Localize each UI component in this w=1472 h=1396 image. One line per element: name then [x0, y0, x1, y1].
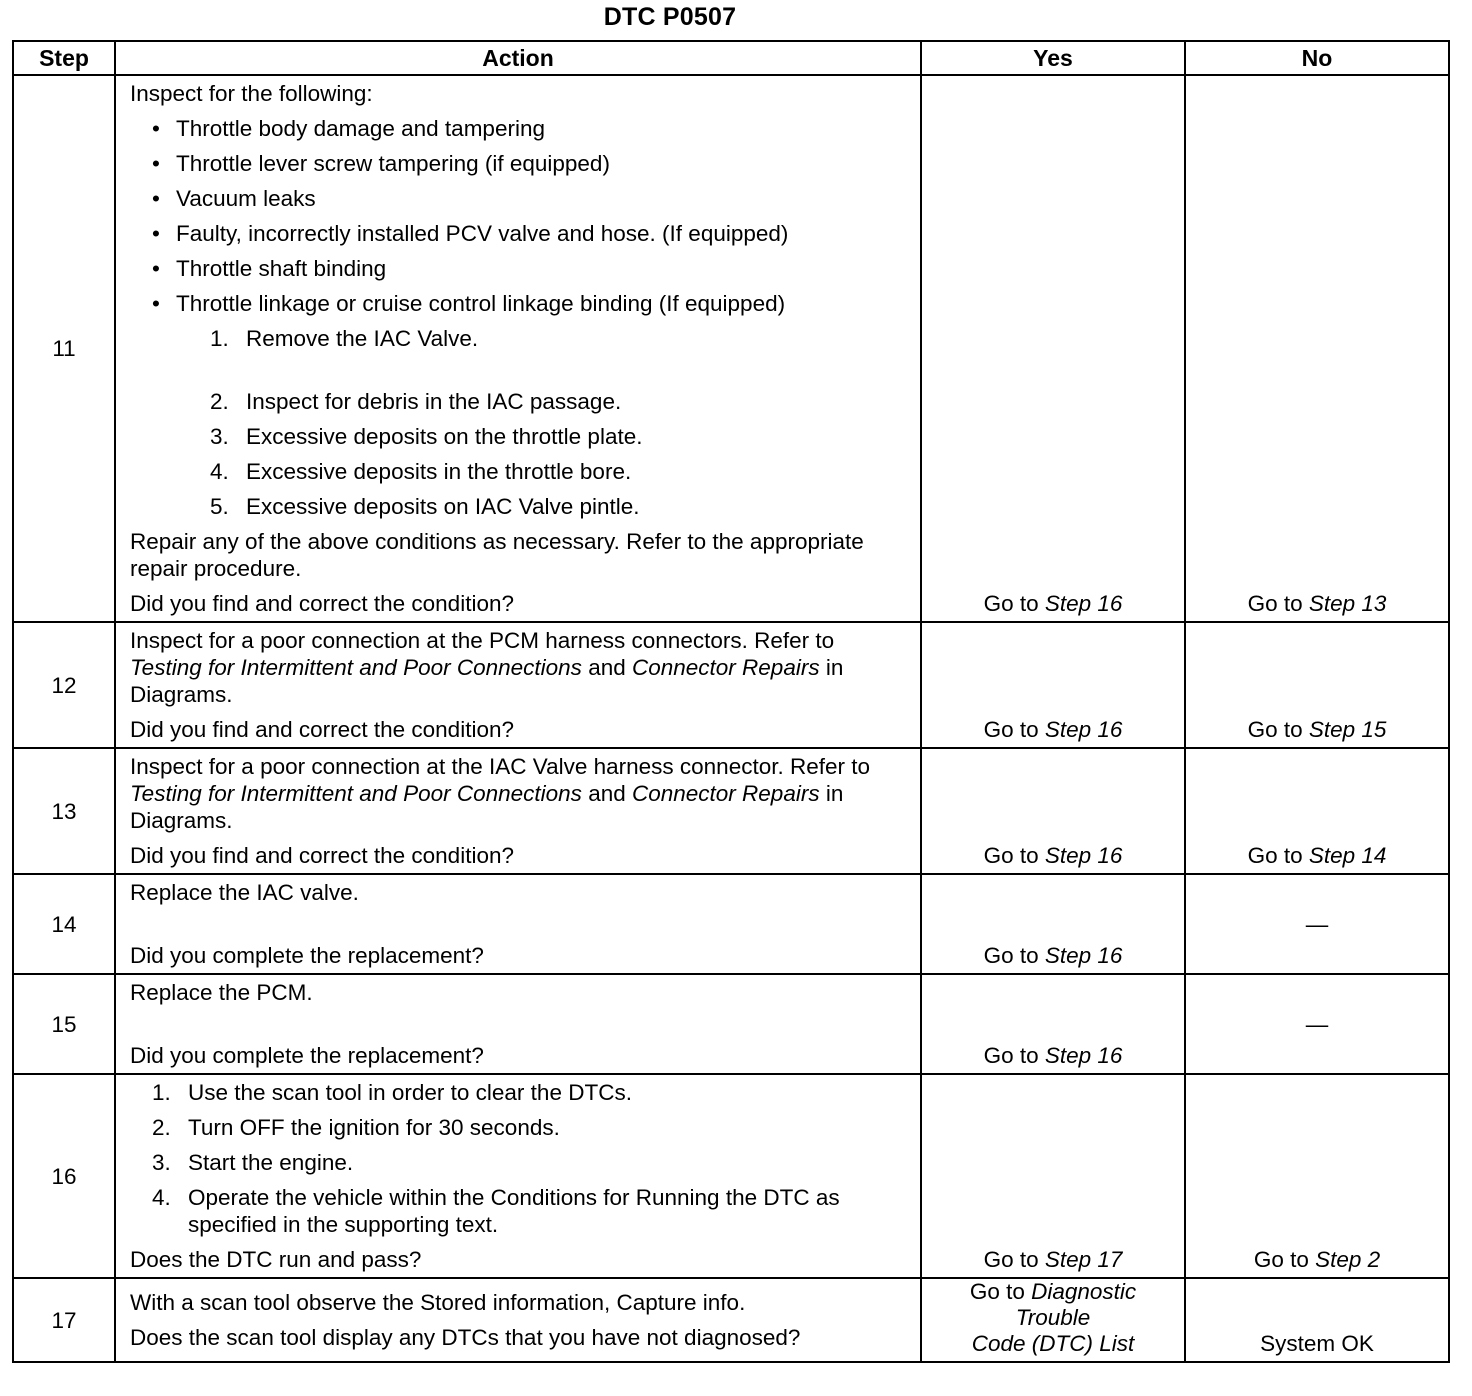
- yes-cell: Go to Diagnostic Trouble Code (DTC) List: [921, 1278, 1185, 1362]
- action-cell: [115, 974, 921, 1074]
- step-reference: Step 15: [1308, 717, 1387, 742]
- step-reference: Step 2: [1315, 1247, 1381, 1272]
- numbered-step: 1. Use the scan tool in order to clear the DTCs.: [152, 1080, 632, 1105]
- question-text: Did you find and correct the condition?: [130, 591, 514, 616]
- action-cell: [115, 748, 921, 874]
- question-text: Did you complete the replacement?: [130, 943, 484, 968]
- yes-cell: Go to Step 16: [921, 75, 1185, 622]
- step-number: 14: [13, 874, 115, 974]
- step-number: 12: [13, 622, 115, 748]
- header-step: Step: [13, 41, 115, 75]
- no-cell: Go to Step 14: [1185, 748, 1449, 874]
- action-cell: [115, 874, 921, 974]
- numbered-step: 5. Excessive deposits on IAC Valve pintle.: [210, 494, 640, 519]
- action-text: With a scan tool observe the Stored information, Capture info.: [130, 1290, 746, 1315]
- action-cell: [115, 1278, 921, 1362]
- header-action: Action: [115, 41, 921, 75]
- action-intro: Inspect for the following:: [130, 81, 373, 106]
- action-cell: [115, 75, 921, 622]
- table-row-step-17: [13, 1278, 1449, 1362]
- step-number: 11: [13, 75, 115, 622]
- no-cell: Go to Step 2: [1185, 1074, 1449, 1278]
- step-reference: Step 16: [1044, 843, 1123, 868]
- no-cell: —: [1185, 874, 1449, 974]
- step-reference: Step 13: [1308, 591, 1387, 616]
- yes-cell: Go to Step 16: [921, 974, 1185, 1074]
- yes-cell: Go to Step 16: [921, 748, 1185, 874]
- action-text: Inspect for a poor connection at the IAC Valve harness connector. Refer to Testing for Intermittent and Poor Connections and Connector Repairs in Diagrams.: [130, 754, 871, 833]
- question-text: Did you find and correct the condition?: [130, 843, 514, 868]
- numbered-step: 4. Excessive deposits in the throttle bore.: [210, 459, 632, 484]
- step-number: 15: [13, 974, 115, 1074]
- numbered-step: 1. Remove the IAC Valve.: [210, 326, 479, 351]
- step-number: 16: [13, 1074, 115, 1278]
- table-row-step-11: [13, 75, 1449, 622]
- diagnostic-table: [12, 40, 1450, 1363]
- numbered-step: 2. Turn OFF the ignition for 30 seconds.: [152, 1115, 560, 1140]
- step-reference: Step 17: [1044, 1247, 1123, 1272]
- no-cell: —: [1185, 974, 1449, 1074]
- action-text: Replace the IAC valve.: [130, 880, 359, 905]
- action-cell: [115, 1074, 921, 1278]
- numbered-step: 3. Start the engine.: [152, 1150, 354, 1175]
- header-row: [13, 41, 1449, 75]
- yes-cell: Go to Step 16: [921, 622, 1185, 748]
- step-reference: Step 14: [1308, 843, 1387, 868]
- action-cell: [115, 622, 921, 748]
- question-text: Did you find and correct the condition?: [130, 717, 514, 742]
- bullet-item: • Throttle linkage or cruise control linkage binding (If equipped): [130, 290, 910, 317]
- bullet-item: • Throttle lever screw tampering (if equipped): [130, 150, 910, 177]
- yes-cell: Go to Step 17: [921, 1074, 1185, 1278]
- header-no: No: [1185, 41, 1449, 75]
- bullet-item: • Faulty, incorrectly installed PCV valve and hose. (If equipped): [130, 220, 910, 247]
- bullet-item: • Vacuum leaks: [130, 185, 910, 212]
- table-row-step-14: [13, 874, 1449, 974]
- step-reference: Step 16: [1044, 591, 1123, 616]
- no-cell: Go to Step 13: [1185, 75, 1449, 622]
- table-row-step-13: [13, 748, 1449, 874]
- table-row-step-15: [13, 974, 1449, 1074]
- no-cell: Go to Step 15: [1185, 622, 1449, 748]
- yes-cell: Go to Step 16: [921, 874, 1185, 974]
- numbered-step: 3. Excessive deposits on the throttle plate.: [210, 424, 643, 449]
- numbered-step: 2. Inspect for debris in the IAC passage.: [210, 389, 622, 414]
- bullet-item: • Throttle shaft binding: [130, 255, 910, 282]
- step-reference: Step 16: [1044, 943, 1123, 968]
- action-text: Replace the PCM.: [130, 980, 313, 1005]
- question-text: Does the scan tool display any DTCs that you have not diagnosed?: [130, 1325, 801, 1350]
- step-reference: Step 16: [1044, 717, 1123, 742]
- step-number: 17: [13, 1278, 115, 1362]
- document-title: DTC P0507: [603, 3, 737, 31]
- action-text: Inspect for a poor connection at the PCM harness connectors. Refer to Testing for Intermittent and Poor Connections and Connector Repairs in Diagrams.: [130, 628, 844, 707]
- question-text: Did you complete the replacement?: [130, 1043, 484, 1068]
- table-row-step-12: [13, 622, 1449, 748]
- bullet-item: • Throttle body damage and tampering: [130, 115, 910, 142]
- numbered-step: 4. Operate the vehicle within the Conditions for Running the DTC as specified in the supporting text.: [152, 1185, 840, 1237]
- header-yes: Yes: [921, 41, 1185, 75]
- step-reference: Step 16: [1044, 1043, 1123, 1068]
- table-row-step-16: [13, 1074, 1449, 1278]
- question-text: Does the DTC run and pass?: [130, 1247, 422, 1272]
- repair-instruction: Repair any of the above conditions as necessary. Refer to the appropriate repair procedure.: [130, 529, 864, 581]
- step-number: 13: [13, 748, 115, 874]
- reference-link: Diagnostic: [1031, 1279, 1137, 1304]
- no-cell: System OK: [1185, 1278, 1449, 1362]
